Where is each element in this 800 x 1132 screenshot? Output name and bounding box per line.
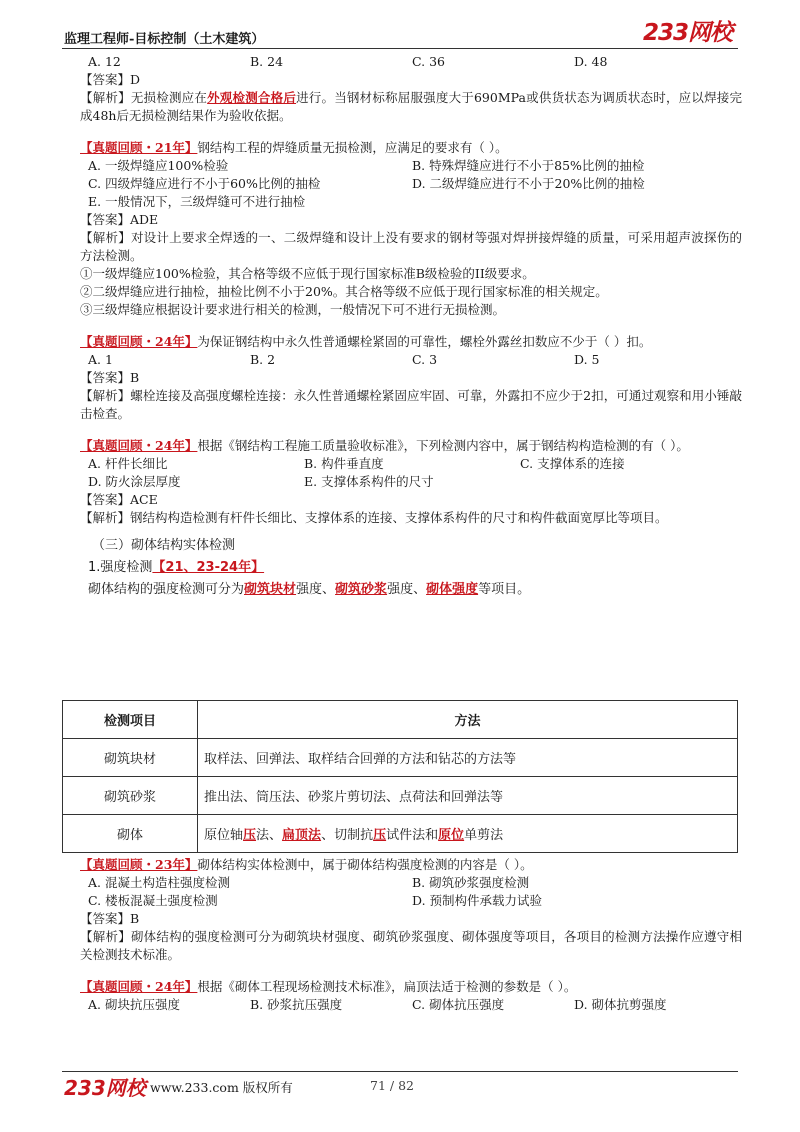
table-header-cell: 方法 xyxy=(198,701,738,739)
option-row xyxy=(80,892,742,910)
table-row xyxy=(63,777,738,815)
option: D. 5 xyxy=(574,352,600,367)
footer-logo[interactable]: 233网校 xyxy=(64,1076,146,1100)
section-title: （三）砌体结构实体检测 xyxy=(92,538,236,553)
exam-tag: 【真题回顾・21年】 xyxy=(80,140,198,155)
exam-tag: 【21、23-24年】 xyxy=(152,560,265,575)
analysis: 【解析】钢结构构造检测有杆件长细比、支撑体系的连接、支撑体系构件的尺寸和构件截面宽厚比等项目。 xyxy=(80,510,668,525)
option: B. 构件垂直度 xyxy=(304,456,384,471)
option: B. 砂浆抗压强度 xyxy=(250,997,343,1012)
answer: 【答案】B xyxy=(80,911,140,926)
highlight-text: 外观检测合格后 xyxy=(207,90,297,105)
highlight-text: 扁顶法 xyxy=(282,828,322,843)
exam-tag: 【真题回顾・24年】 xyxy=(80,979,198,994)
answer: 【答案】D xyxy=(80,72,141,87)
content-lower xyxy=(80,856,742,1014)
question-stem: 【真题回顾・24年】根据《钢结构工程施工质量验收标准》，下列检测内容中，属于钢结构构造检测的有（ ）。 xyxy=(80,438,689,453)
option: D. 砌体抗剪强度 xyxy=(574,997,667,1012)
highlight-text: 压 xyxy=(373,828,387,843)
table-header-cell: 检测项目 xyxy=(63,701,198,739)
table-row xyxy=(63,739,738,777)
option: B. 特殊焊缝应进行不小于85%比例的抽检 xyxy=(412,158,645,173)
brand-logo[interactable]: 233网校 xyxy=(642,20,732,46)
option-row xyxy=(80,193,742,211)
option-row xyxy=(80,53,742,71)
option: A. 一级焊缝应100%检验 xyxy=(88,158,229,173)
table-cell: 砌体 xyxy=(63,815,198,853)
option: A. 12 xyxy=(88,54,121,69)
table-header-row xyxy=(63,701,738,739)
table-cell: 原位轴压法、扁顶法、切制抗压试件法和原位单剪法 xyxy=(198,815,738,853)
highlight-text: 压 xyxy=(243,828,257,843)
option: A. 混凝土构造柱强度检测 xyxy=(88,875,230,890)
option: D. 防火涂层厚度 xyxy=(88,474,181,489)
option-row xyxy=(80,157,742,175)
subsection-title: 1.强度检测【21、23-24年】 xyxy=(88,560,265,575)
option: C. 砌体抗压强度 xyxy=(412,997,505,1012)
option: C. 3 xyxy=(412,352,438,367)
content-upper xyxy=(80,53,742,601)
header-title: 监理工程师-目标控制（土木建筑） xyxy=(64,32,265,47)
exam-tag: 【真题回顾・24年】 xyxy=(80,334,198,349)
table-cell: 砌筑砂浆 xyxy=(63,777,198,815)
option-row xyxy=(80,473,742,491)
analysis-point: ①一级焊缝应100%检验，其合格等级不应低于现行国家标准B级检验的II级要求。 xyxy=(80,266,535,281)
table-cell: 砌筑块材 xyxy=(63,739,198,777)
analysis: 【解析】螺栓连接及高强度螺栓连接：永久性普通螺栓紧固应牢固、可靠，外露扣不应少于2扣，可通过观察和用小锤敲击检查。 xyxy=(80,388,742,421)
answer: 【答案】ACE xyxy=(80,492,158,507)
option: D. 预制构件承载力试验 xyxy=(412,893,543,908)
test-method-table xyxy=(62,700,738,853)
header-divider xyxy=(62,48,738,49)
analysis: 【解析】无损检测应在外观检测合格后进行。当钢材标称屈服强度大于690MPa或供货状态为调质状态时，应以焊接完成48h后无损检测结果作为验收依据。 xyxy=(80,90,742,123)
option: E. 支撑体系构件的尺寸 xyxy=(304,474,434,489)
question-stem: 【真题回顾・23年】砌体结构实体检测中，属于砌体结构强度检测的内容是（ ）。 xyxy=(80,857,533,872)
page-number: 71 / 82 xyxy=(370,1078,414,1093)
highlight-text: 砌筑砂浆 xyxy=(335,582,388,597)
option-row xyxy=(80,455,742,473)
option: A. 杆件长细比 xyxy=(88,456,168,471)
answer: 【答案】B xyxy=(80,370,140,385)
analysis: 【解析】砌体结构的强度检测可分为砌筑块材强度、砌筑砂浆强度、砌体强度等项目，各项目的检测方法操作应遵守相关检测技术标准。 xyxy=(80,929,742,962)
table-cell: 推出法、筒压法、砂浆片剪切法、点荷法和回弹法等 xyxy=(198,777,738,815)
option: D. 48 xyxy=(574,54,608,69)
question-stem: 【真题回顾・24年】根据《砌体工程现场检测技术标准》，扁顶法适于检测的参数是（ ）。 xyxy=(80,979,577,994)
option: A. 砌块抗压强度 xyxy=(88,997,180,1012)
answer: 【答案】ADE xyxy=(80,212,159,227)
option-row xyxy=(80,175,742,193)
analysis-point: ②二级焊缝应进行抽检，抽检比例不小于20%。其合格等级不应低于现行国家标准的相关规定。 xyxy=(80,284,608,299)
page-header xyxy=(62,0,738,50)
option: B. 2 xyxy=(250,352,276,367)
option: C. 36 xyxy=(412,54,445,69)
option: B. 砌筑砂浆强度检测 xyxy=(412,875,530,890)
option: C. 支撑体系的连接 xyxy=(520,456,625,471)
table-row xyxy=(63,815,738,853)
option-row xyxy=(80,351,742,369)
question-stem: 【真题回顾・24年】为保证钢结构中永久性普通螺栓紧固的可靠性，螺栓外露丝扣数应不少于（ ）扣。 xyxy=(80,334,652,349)
option-row xyxy=(80,996,742,1014)
option: E. 一般情况下，三级焊缝可不进行抽检 xyxy=(88,194,306,209)
table-cell: 取样法、回弹法、取样结合回弹的方法和钻芯的方法等 xyxy=(198,739,738,777)
question-stem: 【真题回顾・21年】钢结构工程的焊缝质量无损检测，应满足的要求有（ ）。 xyxy=(80,140,508,155)
section-text: 砌体结构的强度检测可分为砌筑块材强度、砌筑砂浆强度、砌体强度等项目。 xyxy=(88,582,531,597)
analysis: 【解析】对设计上要求全焊透的一、二级焊缝和设计上没有要求的钢材等强对焊拼接焊缝的质量，可采用超声波探伤的方法检测。 xyxy=(80,230,742,263)
option: A. 1 xyxy=(88,352,113,367)
footer-divider xyxy=(62,1071,738,1072)
highlight-text: 原位 xyxy=(438,828,465,843)
highlight-text: 砌体强度 xyxy=(426,582,479,597)
analysis-point: ③三级焊缝应根据设计要求进行相关的检测，一般情况下可不进行无损检测。 xyxy=(80,302,506,317)
exam-tag: 【真题回顾・24年】 xyxy=(80,438,198,453)
exam-tag: 【真题回顾・23年】 xyxy=(80,857,198,872)
option: B. 24 xyxy=(250,54,284,69)
option: C. 楼板混凝土强度检测 xyxy=(88,893,218,908)
option: D. 二级焊缝应进行不小于20%比例的抽检 xyxy=(412,176,645,191)
option-row xyxy=(80,874,742,892)
option: C. 四级焊缝应进行不小于60%比例的抽检 xyxy=(88,176,321,191)
highlight-text: 砌筑块材 xyxy=(244,582,297,597)
footer-copyright: www.233.com 版权所有 xyxy=(150,1080,293,1095)
